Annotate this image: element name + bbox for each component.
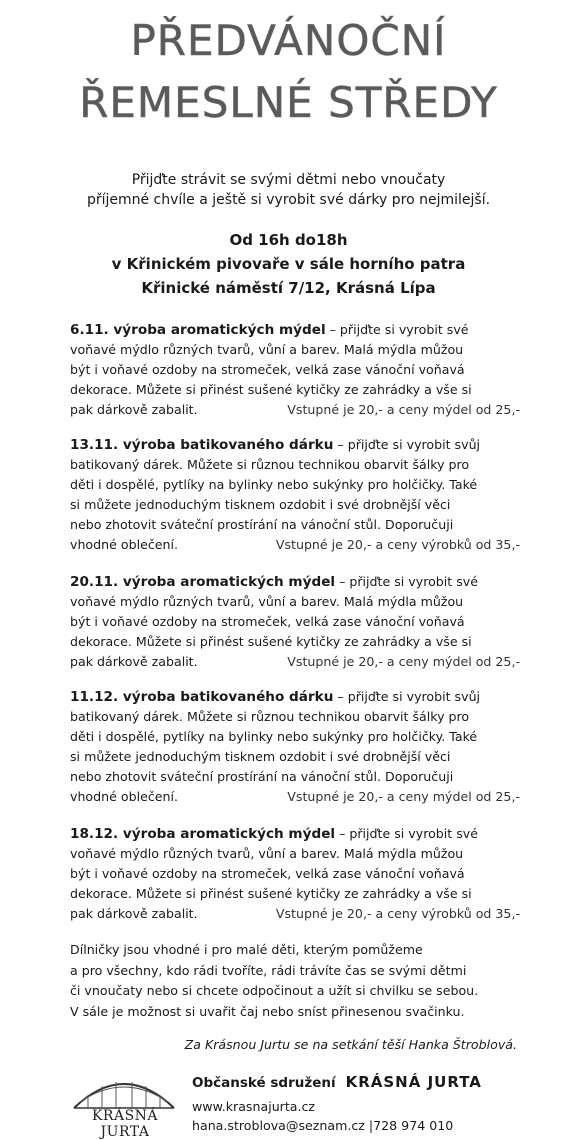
event-last-line: [70, 904, 520, 924]
closing-paragraph: [70, 940, 520, 1022]
event-block: [70, 687, 520, 807]
event-heading: 18.12. výroba aromatických mýdel: [70, 826, 336, 842]
event-text: dekorace. Můžete si přinést sušené kytičky ze zahrádky a vše si: [70, 382, 472, 397]
event-heading: 13.11. výroba batikovaného dárku: [70, 437, 334, 453]
event-text: batikovaný dárek. Můžete si různou technikou obarvit šálky pro: [70, 709, 470, 724]
event-text: – přijďte si vyrobit své: [335, 826, 479, 841]
event-first-line: [70, 687, 520, 707]
event-heading: 11.12. výroba batikovaného dárku: [70, 689, 334, 705]
closing-line: V sále je možnost si uvařit čaj nebo sníst přinesenou svačinku.: [70, 1003, 465, 1019]
event-text: děti i dospělé, pytlíky na bylinky nebo sukýnky pro holčičky. Také: [70, 477, 478, 492]
event-last-line: [70, 652, 520, 672]
event-block: [70, 435, 520, 555]
intro-line: Přijďte strávit se svými dětmi nebo vnoučaty: [131, 172, 446, 188]
event-last-line: [70, 535, 520, 555]
event-price: Vstupné je 20,- a ceny mýdel od 25,-: [287, 402, 520, 417]
intro-line: příjemné chvíle a ještě si vyrobit své dárky pro nejmilejší.: [86, 192, 491, 208]
event-text: si můžete jednoduchým tisknem ozdobit i své drobnější věci: [70, 749, 451, 764]
event-heading: 20.11. výroba aromatických mýdel: [70, 574, 336, 590]
event-text: být i voňavé ozdoby na stromeček, velká zase vánoční voňavá: [70, 614, 465, 629]
logo-text: KRÁSNÁ JURTA: [91, 1108, 159, 1140]
event-text: voňavé mýdlo různých tvarů, vůní a barev. Malá mýdla můžou: [70, 594, 464, 609]
event-text: – přijďte si vyrobit své: [325, 322, 469, 337]
event-text: nebo zhotovit sváteční prostírání na vánoční stůl. Doporučuji: [70, 517, 454, 532]
event-price: Vstupné je 20,- a ceny mýdel od 25,-: [287, 654, 520, 669]
event-last-line: [70, 787, 520, 807]
org-name: KRÁSNÁ JURTA: [345, 1073, 482, 1091]
event-first-line: [70, 435, 520, 455]
event-text: si můžete jednoduchým tisknem ozdobit i své drobnější věci: [70, 497, 451, 512]
event-block: [70, 320, 520, 420]
event-block: [70, 572, 520, 672]
event-text: – přijďte si vyrobit svůj: [333, 437, 481, 452]
event-text: – přijďte si vyrobit svůj: [333, 689, 481, 704]
closing-line: či vnoučaty nebo si chcete odpočinout a užít si chvilku se sebou.: [70, 983, 479, 998]
event-text: batikovaný dárek. Můžete si různou technikou obarvit šálky pro: [70, 457, 470, 472]
footer: [0, 1064, 577, 1140]
event-price: Vstupné je 20,- a ceny výrobků od 35,-: [275, 906, 520, 921]
contact-info: [192, 1097, 453, 1135]
email-and-phone[interactable]: hana.stroblova@seznam.cz |728 974 010: [192, 1118, 454, 1133]
event-time: Od 16h do18h: [229, 231, 348, 249]
event-block: [70, 824, 520, 924]
event-first-line: [70, 824, 520, 844]
time-and-place: [0, 228, 577, 300]
event-text: nebo zhotovit sváteční prostírání na vánoční stůl. Doporučuji: [70, 769, 454, 784]
event-address: Křinické náměstí 7/12, Krásná Lípa: [141, 279, 436, 297]
event-text: dekorace. Můžete si přinést sušené kytičky ze zahrádky a vše si: [70, 634, 472, 649]
title-line-1: PŘEDVÁNOČNÍ: [130, 16, 447, 65]
event-text: voňavé mýdlo různých tvarů, vůní a barev. Malá mýdla můžou: [70, 342, 464, 357]
closing-line: Dílničky jsou vhodné i pro malé děti, kterým pomůžeme: [70, 942, 423, 957]
event-text: být i voňavé ozdoby na stromeček, velká zase vánoční voňavá: [70, 362, 465, 377]
title-line-2: ŘEMESLNÉ STŘEDY: [79, 78, 498, 127]
event-price: Vstupné je 20,- a ceny mýdel od 25,-: [287, 789, 520, 804]
event-text: voňavé mýdlo různých tvarů, vůní a barev. Malá mýdla můžou: [70, 846, 464, 861]
intro-text: [0, 170, 577, 210]
event-first-line: [70, 572, 520, 592]
event-text: pak dárkově zabalit.: [70, 402, 198, 417]
event-text: vhodné oblečení.: [70, 537, 178, 552]
event-text: být i voňavé ozdoby na stromeček, velká zase vánoční voňavá: [70, 866, 465, 881]
event-text: – přijďte si vyrobit své: [335, 574, 479, 589]
event-text: pak dárkově zabalit.: [70, 906, 198, 921]
event-text: děti i dospělé, pytlíky na bylinky nebo sukýnky pro holčičky. Také: [70, 729, 478, 744]
event-first-line: [70, 320, 520, 340]
event-text: pak dárkově zabalit.: [70, 654, 198, 669]
event-price: Vstupné je 20,- a ceny výrobků od 35,-: [275, 537, 520, 552]
signature: Za Krásnou Jurtu se na setkání těší Hanka Štroblová.: [184, 1037, 517, 1052]
event-heading: 6.11. výroba aromatických mýdel: [70, 322, 326, 338]
organization: [192, 1073, 482, 1091]
website-link[interactable]: www.krasnajurta.cz: [192, 1099, 316, 1114]
event-last-line: [70, 400, 520, 420]
org-label: Občanské sdružení: [192, 1075, 336, 1091]
event-text: dekorace. Můžete si přinést sušené kytičky ze zahrádky a vše si: [70, 886, 472, 901]
event-text: vhodné oblečení.: [70, 789, 178, 804]
event-place: v Křinickém pivovaře v sále horního patra: [111, 255, 466, 273]
closing-line: a pro všechny, kdo rádi tvoříte, rádi trávíte čas se svými dětmi: [70, 962, 467, 978]
